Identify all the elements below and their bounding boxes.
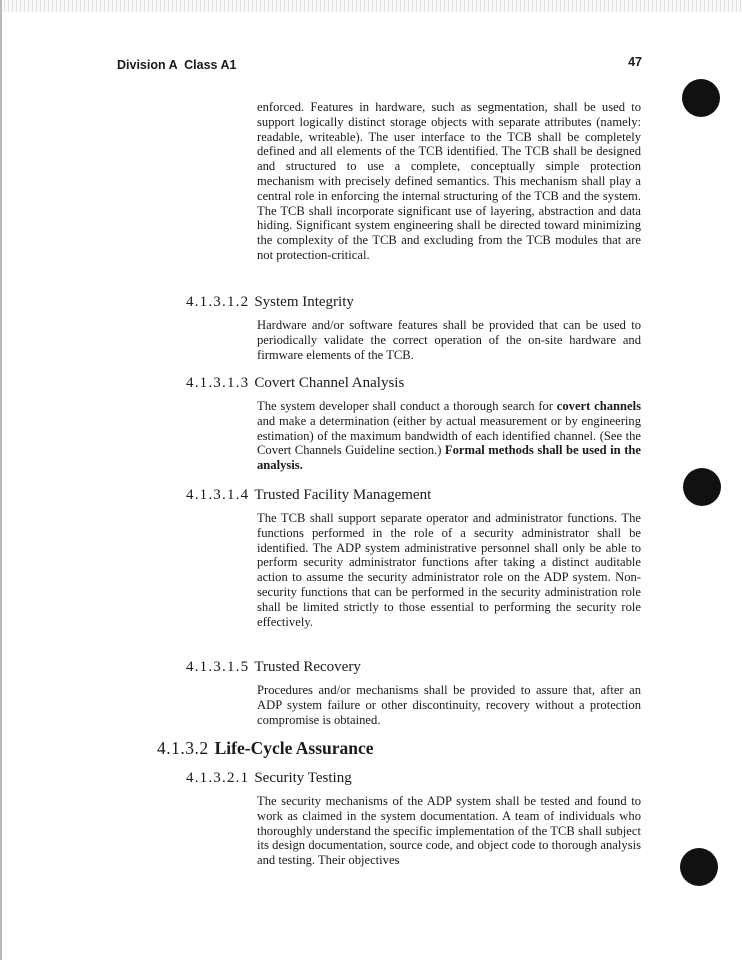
scan-left-edge (0, 0, 2, 960)
trusted-recovery-body: Procedures and/or mechanisms shall be provided to assure that, after an ADP system failure or other discontinuity, recovery without a protection compromise is obtained. (257, 683, 641, 727)
covert-text-1: The system developer shall conduct a thorough search for (257, 399, 557, 413)
heading-system-integrity (186, 294, 354, 311)
heading-covert-channel-analysis (186, 375, 404, 392)
scan-top-edge (0, 0, 742, 12)
heading-security-testing (186, 770, 352, 787)
binder-hole-bottom (680, 848, 718, 886)
section-number: 4.1.3.1.4 (186, 487, 250, 503)
covert-bold-2: Formal methods shall be used in the analysis. (257, 443, 641, 473)
section-title: Trusted Recovery (254, 659, 361, 675)
heading-life-cycle-assurance (157, 738, 374, 759)
section-number: 4.1.3.1.3 (186, 375, 250, 391)
page-number: 47 (628, 55, 642, 69)
page-header (117, 55, 642, 76)
section-title: Life-Cycle Assurance (214, 738, 374, 758)
section-title: System Integrity (254, 294, 354, 310)
section-number: 4.1.3.2 (157, 738, 209, 758)
system-integrity-body: Hardware and/or software features shall be provided that can be used to periodically validate the correct operation of the on-site hardware and firmware elements of the TCB. (257, 318, 641, 362)
binder-hole-top (682, 79, 720, 117)
section-number: 4.1.3.1.5 (186, 659, 250, 675)
covert-text-2: and make a determination (either by actual measurement or by engineering estimation) of the maximum bandwidth of each identified channel. (See the Covert Channels Guideline section.) (257, 413, 641, 458)
section-title: Security Testing (254, 770, 352, 786)
section-title: Covert Channel Analysis (254, 375, 405, 391)
binder-hole-middle (683, 468, 721, 506)
section-number: 4.1.3.2.1 (186, 770, 250, 786)
heading-trusted-facility-management (186, 487, 431, 504)
covert-bold-1: covert channels (556, 399, 642, 413)
covert-channel-body (257, 399, 641, 473)
section-number: 4.1.3.1.2 (186, 294, 250, 310)
section-title: Trusted Facility Management (254, 487, 432, 503)
intro-paragraph: enforced. Features in hardware, such as segmentation, shall be used to support logically distinct storage objects with separate attributes (namely: readable, writeable). The user interface to the TCB shall be completely defined and all elements of the TCB identified. The TCB shall be designed and structured to use a complete, conceptually simple protection mechanism with precisely defined semantics. This mechanism shall play a central role in enforcing the internal structuring of the TCB and the system. The TCB shall incorporate significant use of layering, abstraction and data hiding. Significant system engineering shall be directed toward minimizing the complexity of the TCB and excluding from the TCB modules that are not protection-critical. (257, 100, 641, 262)
security-testing-body: The security mechanisms of the ADP system shall be tested and found to work as claimed in the system documentation. A team of individuals who thoroughly understand the specific implementation of the TCB shall subject its design documentation, source code, and object code to thorough analysis and testing. Their objectives (257, 794, 641, 868)
trusted-facility-body: The TCB shall support separate operator and administrator functions. The functions performed in the role of a security administrator shall be identified. The ADP system administrative personnel shall only be able to perform security administrator functions after taking a distinct auditable action to assume the security administrator role on the ADP system. Non-security functions that can be performed in the security administration role shall be limited strictly to those essential to performing the security role effectively. (257, 511, 641, 629)
running-title: Division A Class A1 (117, 58, 237, 72)
heading-trusted-recovery (186, 659, 361, 676)
